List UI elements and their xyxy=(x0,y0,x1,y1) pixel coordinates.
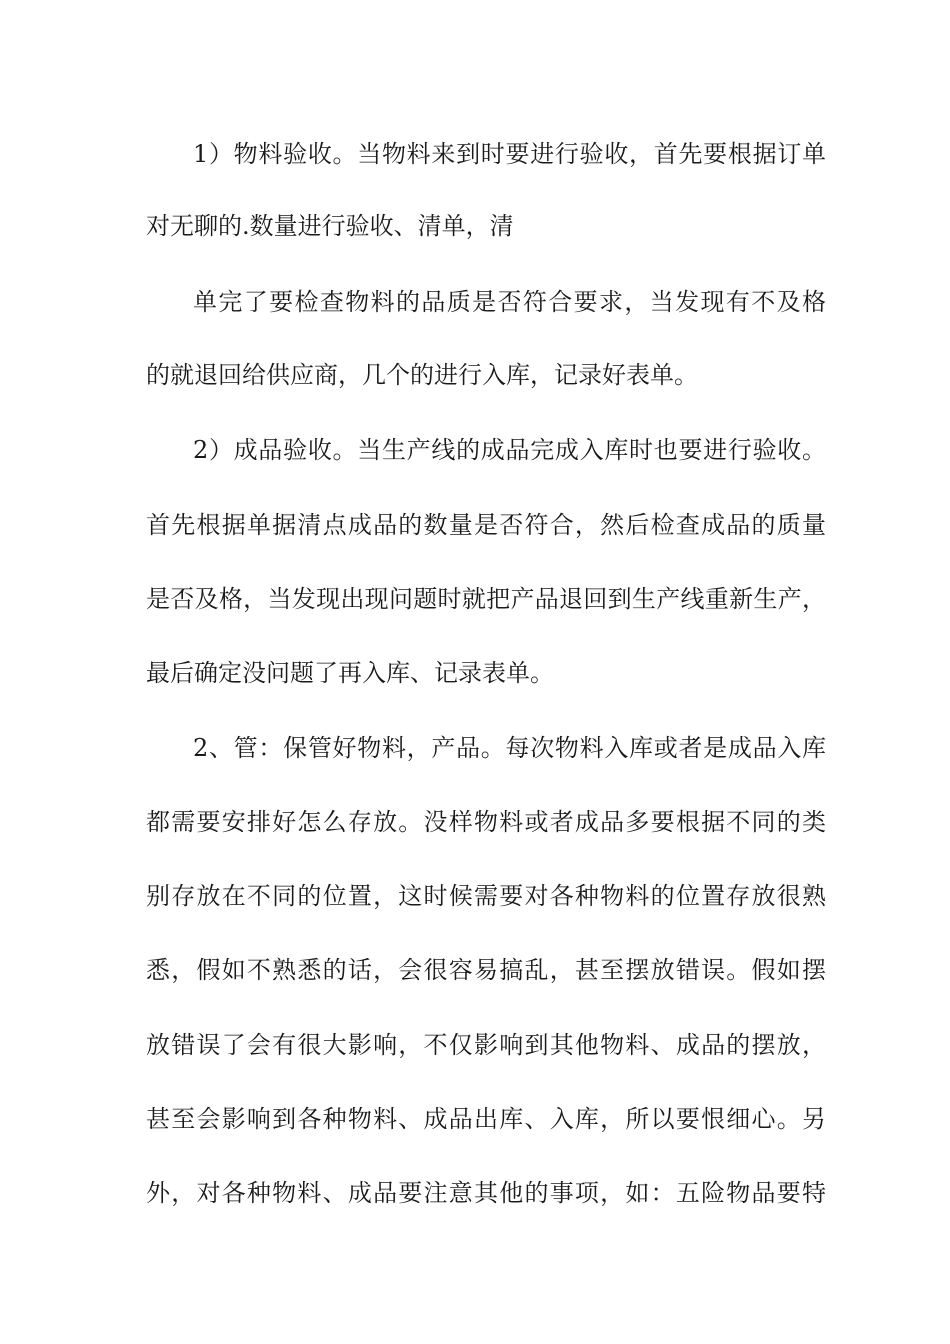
text-line-8: 最后确定没问题了再入库、记录表单。 xyxy=(146,659,554,687)
text-line-14: 甚至会影响到各种物料、成品出库、入库，所以要恨细心。另 xyxy=(146,1105,826,1133)
text-line-2: 对无聊的.数量进行验收、清单，清 xyxy=(146,212,514,240)
text-line-5: 2）成品验收。当生产线的成品完成入库时也要进行验收。 xyxy=(193,436,826,464)
text-line-15: 外，对各种物料、成品要注意其他的事项，如：五险物品要特 xyxy=(146,1179,826,1207)
text-line-4: 的就退回给供应商，几个的进行入库，记录好表单。 xyxy=(146,361,698,389)
text-line-13: 放错误了会有很大影响，不仅影响到其他物料、成品的摆放， xyxy=(146,1031,826,1059)
text-line-11: 别存放在不同的位置，这时候需要对各种物料的位置存放很熟 xyxy=(146,882,826,910)
text-line-10: 都需要安排好怎么存放。没样物料或者成品多要根据不同的类 xyxy=(146,808,826,836)
text-line-6: 首先根据单据清点成品的数量是否符合，然后检查成品的质量 xyxy=(146,511,826,539)
text-line-9: 2、管：保管好物料，产品。每次物料入库或者是成品入库 xyxy=(193,734,826,762)
text-line-12: 悉，假如不熟悉的话，会很容易搞乱，甚至摆放错误。假如摆 xyxy=(146,956,826,984)
text-line-7: 是否及格，当发现出现问题时就把产品退回到生产线重新生产， xyxy=(146,585,826,613)
text-line-3: 单完了要检查物料的品质是否符合要求，当发现有不及格 xyxy=(193,288,826,316)
text-line-1: 1）物料验收。当物料来到时要进行验收，首先要根据订单 xyxy=(193,140,826,168)
